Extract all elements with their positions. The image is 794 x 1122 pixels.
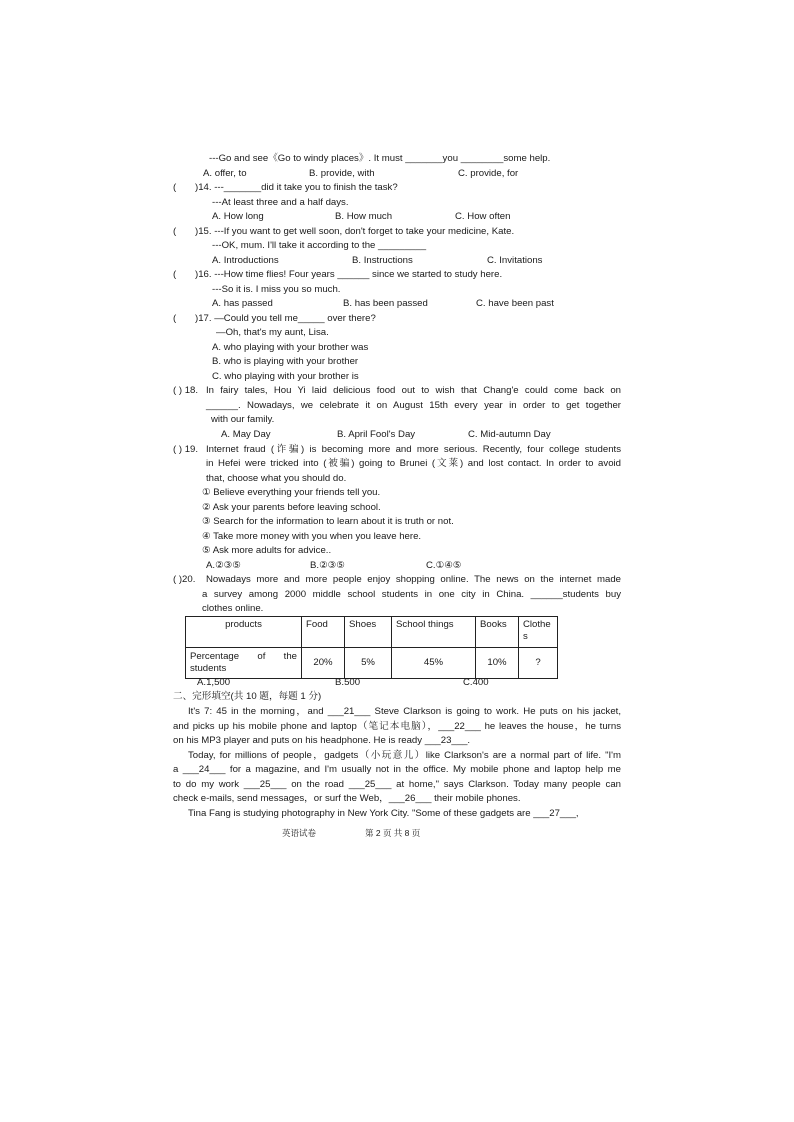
q16-option-a: A. has passed	[212, 298, 273, 309]
q18-text-line-2: ______. Nowadays, we celebrate it on August 15th every year in order to get together	[206, 400, 621, 411]
q19-option-a: A.②③⑤	[206, 560, 241, 571]
q16-option-c: C. have been past	[476, 298, 554, 309]
q14-stem: )14. ---_______did it take you to finish the task?	[195, 182, 398, 193]
q18-option-b: B. April Fool's Day	[337, 429, 416, 440]
q14-paren: (	[173, 182, 177, 193]
q20-option-c: C.400	[463, 677, 489, 688]
q16-stem: )16. ---How time flies! Four years ______ since we started to study here.	[195, 269, 503, 280]
q19-text-line-2: in Hefei were tricked into (被骗) going to Brunei (文莱) and lost contact. In order to avoid	[206, 458, 621, 469]
table-header-cell: products	[186, 617, 302, 648]
cloze-paragraph-1-line-3: on his MP3 player and puts on his headphone. He is ready ___23___.	[173, 735, 471, 746]
table-cell: 45%	[392, 648, 476, 679]
cloze-paragraph-2-line-1: Today, for millions of people，gadgets（小玩意儿）like Clarkson's are a normal part of life. "I'm	[188, 750, 621, 761]
table-header-cell: School things	[392, 617, 476, 648]
cloze-paragraph-3-line-1: Tina Fang is studying photography in New York City. "Some of these gadgets are ___27___,	[188, 808, 579, 819]
q15-option-b: B. Instructions	[352, 255, 413, 266]
cloze-paragraph-1-line-1: It's 7: 45 in the morning，and ___21___ Steve Clarkson is going to work. He puts on his jacket,	[188, 706, 621, 717]
q19-statement-3: ③ Search for the information to learn about it is truth or not.	[202, 516, 454, 527]
q15-option-c: C. Invitations	[487, 255, 543, 266]
q20-text-line-3: clothes online.	[202, 603, 264, 614]
q13-option-a: A. offer, to	[203, 168, 247, 179]
q19-text-line-1: Internet fraud (诈骗) is becoming more and more serious. Recently, four college students	[206, 444, 621, 455]
q19-text-line-3: that, choose what you should do.	[206, 473, 347, 484]
table-header-cell: Clothes	[519, 617, 558, 648]
table-cell: 5%	[345, 648, 392, 679]
table-header-cell: Books	[476, 617, 519, 648]
table-row	[186, 648, 558, 679]
table-header-row	[186, 617, 558, 648]
q19-statement-1: ① Believe everything your friends tell you.	[202, 487, 381, 498]
q19-statement-2: ② Ask your parents before leaving school.	[202, 502, 381, 513]
cloze-paragraph-2-line-3: to do my work ___25___ on the road ___25___ at home," says Clarkson. Today many people can	[173, 779, 621, 790]
q20-text-line-1: Nowadays more and more people enjoy shopping online. The news on the internet made	[206, 574, 621, 585]
q20-option-b: B.500	[335, 677, 361, 688]
q14-option-c: C. How often	[455, 211, 511, 222]
q13-option-b: B. provide, with	[309, 168, 375, 179]
q14-response: ---At least three and a half days.	[212, 197, 349, 208]
q17-option-a: A. who playing with your brother was	[212, 342, 369, 353]
q15-stem: )15. ---If you want to get well soon, don't forget to take your medicine, Kate.	[195, 226, 515, 237]
q18-number: ( ) 18.	[173, 385, 199, 396]
q14-option-a: A. How long	[212, 211, 264, 222]
q18-option-c: C. Mid-autumn Day	[468, 429, 551, 440]
survey-table	[185, 616, 558, 679]
table-header-cell: Food	[302, 617, 345, 648]
q16-response: ---So it is. I miss you so much.	[212, 284, 341, 295]
q19-number: ( ) 19.	[173, 444, 199, 455]
q20-option-a: A.1,500	[197, 677, 231, 688]
cloze-paragraph-2-line-2: a ___24___ for a magazine, and I'm usually not in the office. My mobile phone and laptop help me	[173, 764, 621, 775]
q19-statement-5: ⑤ Ask more adults for advice..	[202, 545, 332, 556]
table-cell: 10%	[476, 648, 519, 679]
cloze-paragraph-1-line-2: and picks up his mobile phone and laptop（笔记本电脑），___22___ he leaves the house，he turns	[173, 721, 621, 732]
cloze-paragraph-2-line-4: check e-mails, send messages，or surf the Web，___26___ their mobile phones.	[173, 793, 521, 804]
q17-stem: )17. —Could you tell me_____ over there?	[195, 313, 376, 324]
q17-response: —Oh, that's my aunt, Lisa.	[216, 327, 329, 338]
q18-option-a: A. May Day	[221, 429, 271, 440]
q17-paren: (	[173, 313, 177, 324]
table-cell: ?	[519, 648, 558, 679]
footer-page-number: 第 2 页 共 8 页	[365, 828, 421, 838]
q18-text-line-3: with our family.	[211, 414, 275, 425]
q20-text-line-2: a survey among 2000 middle school students in one city in China. ______students buy	[202, 589, 621, 600]
q16-option-b: B. has been passed	[343, 298, 428, 309]
q18-text-line-1: In fairy tales, Hou Yi laid delicious food out to wish that Chang'e could come back on	[206, 385, 621, 396]
cloze-section-title: 二、完形填空(共 10 题，每题 1 分)	[173, 691, 322, 702]
q17-option-b: B. who is playing with your brother	[212, 356, 359, 367]
table-cell: 20%	[302, 648, 345, 679]
q17-option-c: C. who playing with your brother is	[212, 371, 359, 382]
q20-number: ( )20.	[173, 574, 196, 585]
q15-option-a: A. Introductions	[212, 255, 279, 266]
q15-paren: (	[173, 226, 177, 237]
footer-subject: 英语试卷	[282, 828, 317, 838]
q16-paren: (	[173, 269, 177, 280]
table-header-cell: Shoes	[345, 617, 392, 648]
q13-dialogue: ---Go and see《Go to windy places》. It must _______you ________some help.	[209, 153, 551, 164]
q19-option-c: C.①④⑤	[426, 560, 462, 571]
q13-option-c: C. provide, for	[458, 168, 519, 179]
table-row-label: Percentage of the students	[186, 648, 302, 679]
q19-option-b: B.②③⑤	[310, 560, 345, 571]
q19-statement-4: ④ Take more money with you when you leave here.	[202, 531, 422, 542]
q15-response: ---OK, mum. I'll take it according to the _________	[212, 240, 427, 251]
q14-option-b: B. How much	[335, 211, 393, 222]
